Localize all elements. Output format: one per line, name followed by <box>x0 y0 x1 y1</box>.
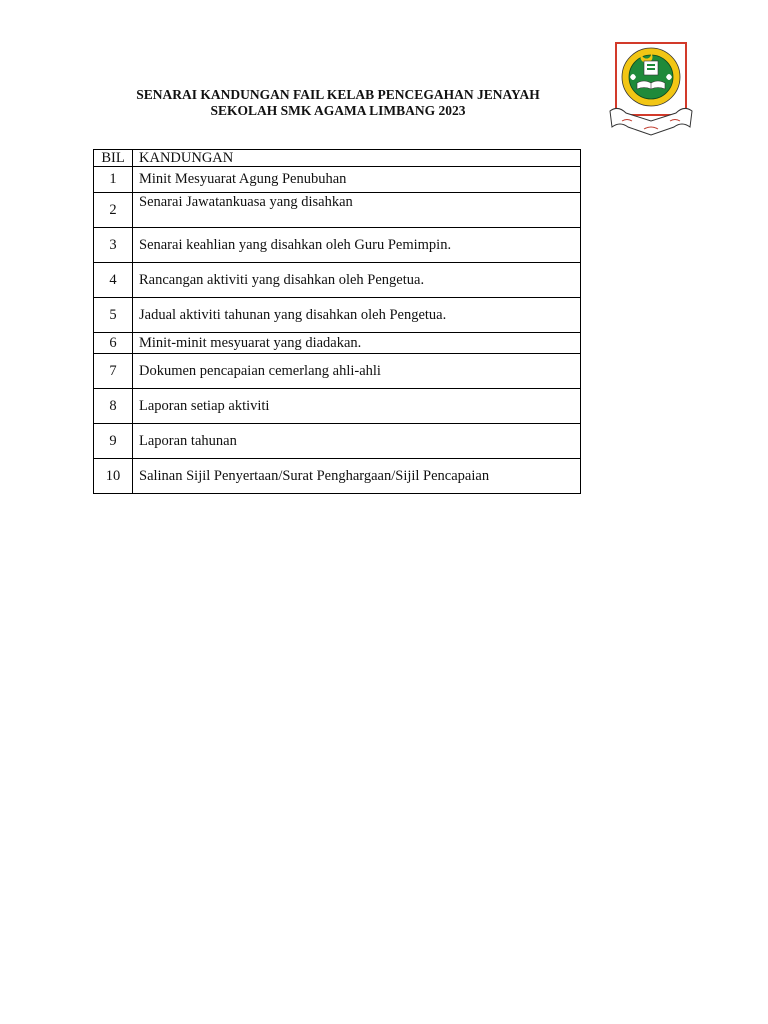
table-row <box>94 167 581 193</box>
row-content: Senarai Jawatankuasa yang disahkan <box>133 193 581 228</box>
row-content: Minit-minit mesyuarat yang diadakan. <box>133 333 581 354</box>
row-number: 1 <box>94 167 133 193</box>
table-row <box>94 424 581 459</box>
table-row <box>94 193 581 228</box>
table-row <box>94 389 581 424</box>
table-row <box>94 333 581 354</box>
title-line-1: SENARAI KANDUNGAN FAIL KELAB PENCEGAHAN JENAYAH <box>136 87 540 102</box>
table-row <box>94 298 581 333</box>
row-number: 4 <box>94 263 133 298</box>
school-crest-icon <box>608 41 694 143</box>
table-row <box>94 228 581 263</box>
row-content: Minit Mesyuarat Agung Penubuhan <box>133 167 581 193</box>
row-content: Laporan tahunan <box>133 424 581 459</box>
table-row <box>94 354 581 389</box>
row-number: 3 <box>94 228 133 263</box>
page-title <box>100 87 576 119</box>
header-bil: BIL <box>94 150 133 167</box>
row-content: Rancangan aktiviti yang disahkan oleh Pengetua. <box>133 263 581 298</box>
row-number: 6 <box>94 333 133 354</box>
table-row <box>94 263 581 298</box>
row-number: 8 <box>94 389 133 424</box>
row-content: Salinan Sijil Penyertaan/Surat Penghargaan/Sijil Pencapaian <box>133 459 581 494</box>
header-kandungan: KANDUNGAN <box>133 150 581 167</box>
contents-table <box>93 149 581 494</box>
row-number: 5 <box>94 298 133 333</box>
row-number: 2 <box>94 193 133 228</box>
row-content: Dokumen pencapaian cemerlang ahli-ahli <box>133 354 581 389</box>
row-content: Laporan setiap aktiviti <box>133 389 581 424</box>
title-line-2: SEKOLAH SMK AGAMA LIMBANG 2023 <box>210 103 466 118</box>
row-content: Senarai keahlian yang disahkan oleh Guru Pemimpin. <box>133 228 581 263</box>
row-number: 7 <box>94 354 133 389</box>
row-number: 10 <box>94 459 133 494</box>
row-content: Jadual aktiviti tahunan yang disahkan oleh Pengetua. <box>133 298 581 333</box>
table-header-row <box>94 150 581 167</box>
row-number: 9 <box>94 424 133 459</box>
table-row <box>94 459 581 494</box>
